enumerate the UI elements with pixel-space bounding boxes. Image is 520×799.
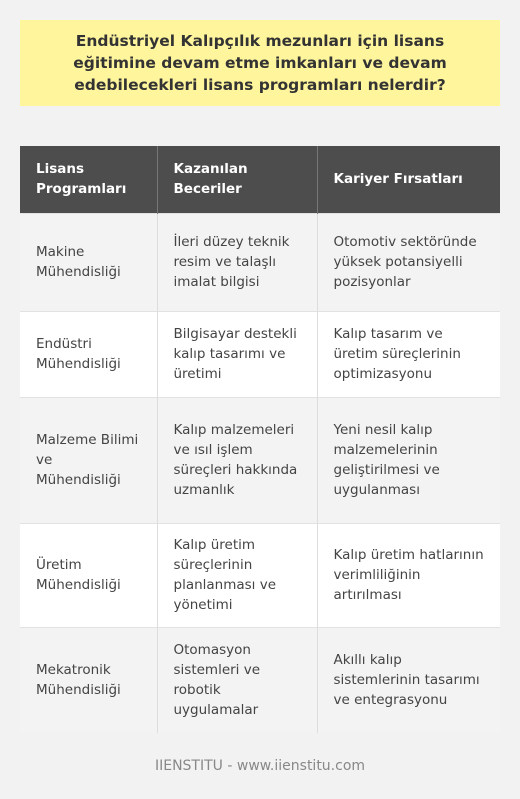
program-cell: Makine Mühendisliği xyxy=(20,213,157,311)
table-row xyxy=(20,311,500,397)
column-header-programs: Lisans Programları xyxy=(20,146,157,213)
career-cell: Kalıp tasarım ve üretim süreçlerinin optimizasyonu xyxy=(317,311,500,397)
programs-table xyxy=(20,146,500,733)
page-title: Endüstriyel Kalıpçılık mezunları için lisans eğitimine devam etme imkanları ve devam edebilecekleri lisans programları nelerdir? xyxy=(73,32,447,94)
skills-cell: İleri düzey teknik resim ve talaşlı imalat bilgisi xyxy=(157,213,317,311)
table-row xyxy=(20,397,500,523)
table-row xyxy=(20,627,500,733)
program-cell: Malzeme Bilimi ve Mühendisliği xyxy=(20,397,157,523)
skills-cell: Bilgisayar destekli kalıp tasarımı ve üretimi xyxy=(157,311,317,397)
column-header-careers: Kariyer Fırsatları xyxy=(317,146,500,213)
question-banner xyxy=(20,20,500,106)
table-row xyxy=(20,523,500,627)
skills-cell: Otomasyon sistemleri ve robotik uygulamalar xyxy=(157,627,317,733)
career-cell: Kalıp üretim hatlarının verimliliğinin artırılması xyxy=(317,523,500,627)
column-header-skills: Kazanılan Beceriler xyxy=(157,146,317,213)
footer-credit: IIENSTITU - www.iienstitu.com xyxy=(154,758,366,774)
skills-cell: Kalıp malzemeleri ve ısıl işlem süreçleri hakkında uzmanlık xyxy=(157,397,317,523)
program-cell: Mekatronik Mühendisliği xyxy=(20,627,157,733)
program-cell: Endüstri Mühendisliği xyxy=(20,311,157,397)
skills-cell: Kalıp üretim süreçlerinin planlanması ve yönetimi xyxy=(157,523,317,627)
career-cell: Akıllı kalıp sistemlerinin tasarımı ve entegrasyonu xyxy=(317,627,500,733)
table-row xyxy=(20,213,500,311)
career-cell: Otomotiv sektöründe yüksek potansiyelli pozisyonlar xyxy=(317,213,500,311)
table-header-row xyxy=(20,146,500,213)
program-cell: Üretim Mühendisliği xyxy=(20,523,157,627)
career-cell: Yeni nesil kalıp malzemelerinin geliştirilmesi ve uygulanması xyxy=(317,397,500,523)
